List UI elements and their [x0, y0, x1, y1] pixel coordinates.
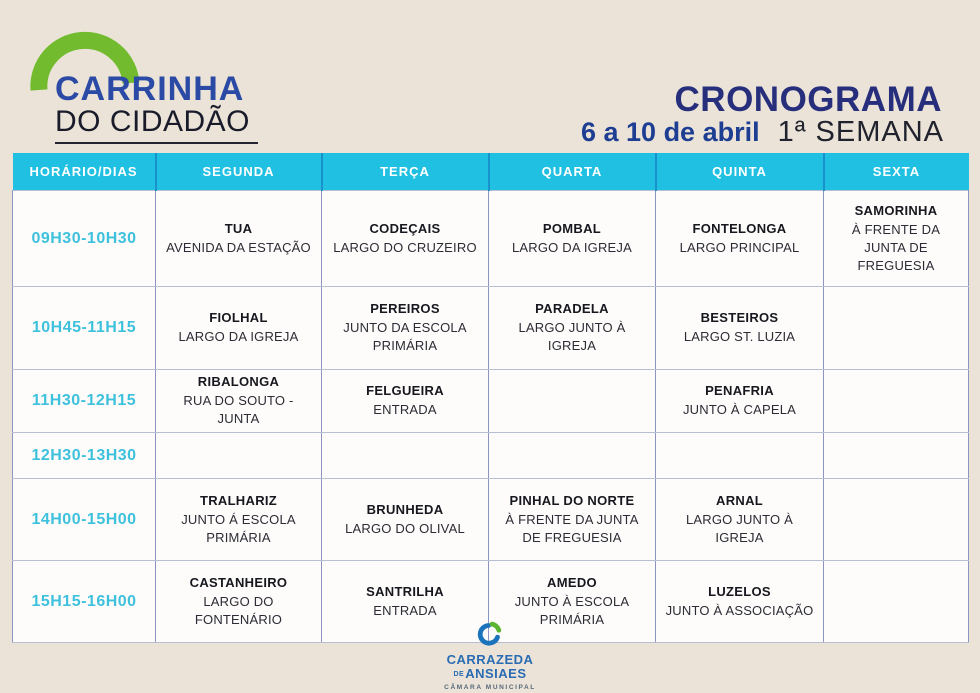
header-row [13, 153, 969, 191]
date-range: 6 a 10 de abril [581, 117, 760, 147]
stop-name: BRUNHEDA [366, 501, 444, 517]
municipality-logo-icon [473, 618, 507, 648]
table-cell-empty [824, 370, 969, 433]
table-cell [156, 561, 322, 643]
brand-underline [55, 142, 258, 144]
brand-subtitle: DO CIDADÃO [55, 105, 251, 138]
table-row [13, 479, 969, 561]
org-name-line2 [390, 667, 590, 680]
stop-name: POMBAL [542, 220, 602, 236]
table-cell [656, 191, 824, 287]
stop-location: ENTRADA [373, 602, 437, 618]
schedule-table [12, 153, 969, 643]
stop-location: AVENIDA DA ESTAÇÃO [166, 239, 311, 255]
stop-name: CASTANHEIRO [189, 574, 288, 590]
stop-location: LARGO JUNTO À IGREJA [518, 320, 626, 354]
municipality-footer [390, 618, 590, 692]
col-header-segunda: SEGUNDA [156, 153, 322, 191]
table-cell [489, 287, 656, 370]
table-row [13, 433, 969, 479]
time-slot: 09H30-10H30 [13, 191, 156, 287]
table-cell [322, 370, 489, 433]
table-cell [156, 191, 322, 287]
stop-name: CODEÇAIS [369, 220, 441, 236]
stop-name: TUA [224, 220, 253, 236]
stop-location: JUNTO À ASSOCIAÇÃO [665, 602, 814, 618]
table-cell-empty [156, 433, 322, 479]
table-cell-empty [824, 561, 969, 643]
table-cell [656, 561, 824, 643]
org-ansiaes: ANSIAES [465, 666, 527, 681]
stop-name: FIOLHAL [209, 310, 268, 326]
stop-location: LARGO PRINCIPAL [679, 239, 800, 255]
stop-location: RUA DO SOUTO - JUNTA [183, 393, 294, 427]
stop-name: TRALHARIZ [199, 492, 278, 508]
table-cell-empty [489, 433, 656, 479]
table-cell [489, 479, 656, 561]
stop-location: À FRENTE DA JUNTA DE FREGUESIA [851, 221, 941, 274]
org-name-line1: CARRAZEDA [446, 652, 534, 667]
time-slot: 14H00-15H00 [13, 479, 156, 561]
col-header-quinta: QUINTA [656, 153, 824, 191]
stop-location: LARGO DO FONTENÁRIO [194, 593, 283, 627]
stop-name: PINHAL DO NORTE [509, 492, 635, 508]
stop-location: LARGO ST. LUZIA [683, 329, 796, 345]
table-cell [322, 479, 489, 561]
org-de: DE [453, 671, 465, 678]
stop-name: PEREIROS [370, 301, 440, 317]
table-cell-empty [489, 370, 656, 433]
stop-location: LARGO DA IGREJA [511, 239, 633, 255]
stop-location: LARGO DO OLIVAL [345, 520, 465, 536]
time-slot: 15H15-16H00 [13, 561, 156, 643]
stop-name: SANTRILHA [366, 583, 444, 599]
table-cell [156, 479, 322, 561]
stop-location: LARGO DA IGREJA [178, 329, 299, 345]
stop-location: JUNTO À ESCOLA PRIMÁRIA [514, 593, 630, 627]
brand-title: CARRINHA [55, 70, 245, 108]
table-cell [156, 370, 322, 433]
org-subtitle: CÂMARA MUNICIPAL [444, 684, 536, 691]
stop-name: AMEDO [547, 574, 597, 590]
stop-location: JUNTO Á ESCOLA PRIMÁRIA [181, 511, 296, 545]
col-header-terca: TERÇA [322, 153, 489, 191]
table-cell [322, 287, 489, 370]
table-cell [656, 479, 824, 561]
stop-name: PARADELA [535, 301, 609, 317]
table-cell [322, 191, 489, 287]
stop-name: BESTEIROS [700, 310, 779, 326]
table-cell-empty [824, 433, 969, 479]
col-header-horario: HORÁRIO/DIAS [13, 153, 156, 191]
table-row [13, 287, 969, 370]
table-cell-empty [656, 433, 824, 479]
week-label: 1ª SEMANA [777, 116, 944, 148]
stop-name: RIBALONGA [197, 374, 280, 390]
stop-name: PENAFRIA [705, 383, 774, 399]
col-header-sexta: SEXTA [824, 153, 969, 191]
col-header-quarta: QUARTA [489, 153, 656, 191]
table-cell [489, 191, 656, 287]
stop-location: LARGO JUNTO À IGREJA [685, 511, 794, 545]
stop-location: JUNTO DA ESCOLA PRIMÁRIA [343, 320, 467, 354]
table-cell [824, 191, 969, 287]
table-cell-empty [824, 479, 969, 561]
table-row [13, 370, 969, 433]
stop-name: ARNAL [716, 492, 763, 508]
time-slot: 11H30-12H15 [13, 370, 156, 433]
stop-location: ENTRADA [373, 402, 437, 418]
time-slot: 12H30-13H30 [13, 433, 156, 479]
table-cell-empty [322, 433, 489, 479]
table-cell-empty [824, 287, 969, 370]
time-slot: 10H45-11H15 [13, 287, 156, 370]
stop-name: LUZELOS [708, 583, 771, 599]
page-title: CRONOGRAMA [674, 80, 942, 119]
subtitle-row [581, 116, 944, 149]
table-cell [656, 287, 824, 370]
table-row [13, 191, 969, 287]
stop-location: JUNTO À CAPELA [682, 402, 797, 418]
stop-name: FONTELONGA [692, 220, 787, 236]
stop-location: LARGO DO CRUZEIRO [333, 239, 477, 255]
table-cell [156, 287, 322, 370]
table-cell [656, 370, 824, 433]
stop-name: SAMORINHA [854, 202, 938, 218]
stop-location: À FRENTE DA JUNTA DE FREGUESIA [505, 511, 639, 545]
stop-name: FELGUEIRA [366, 383, 444, 399]
